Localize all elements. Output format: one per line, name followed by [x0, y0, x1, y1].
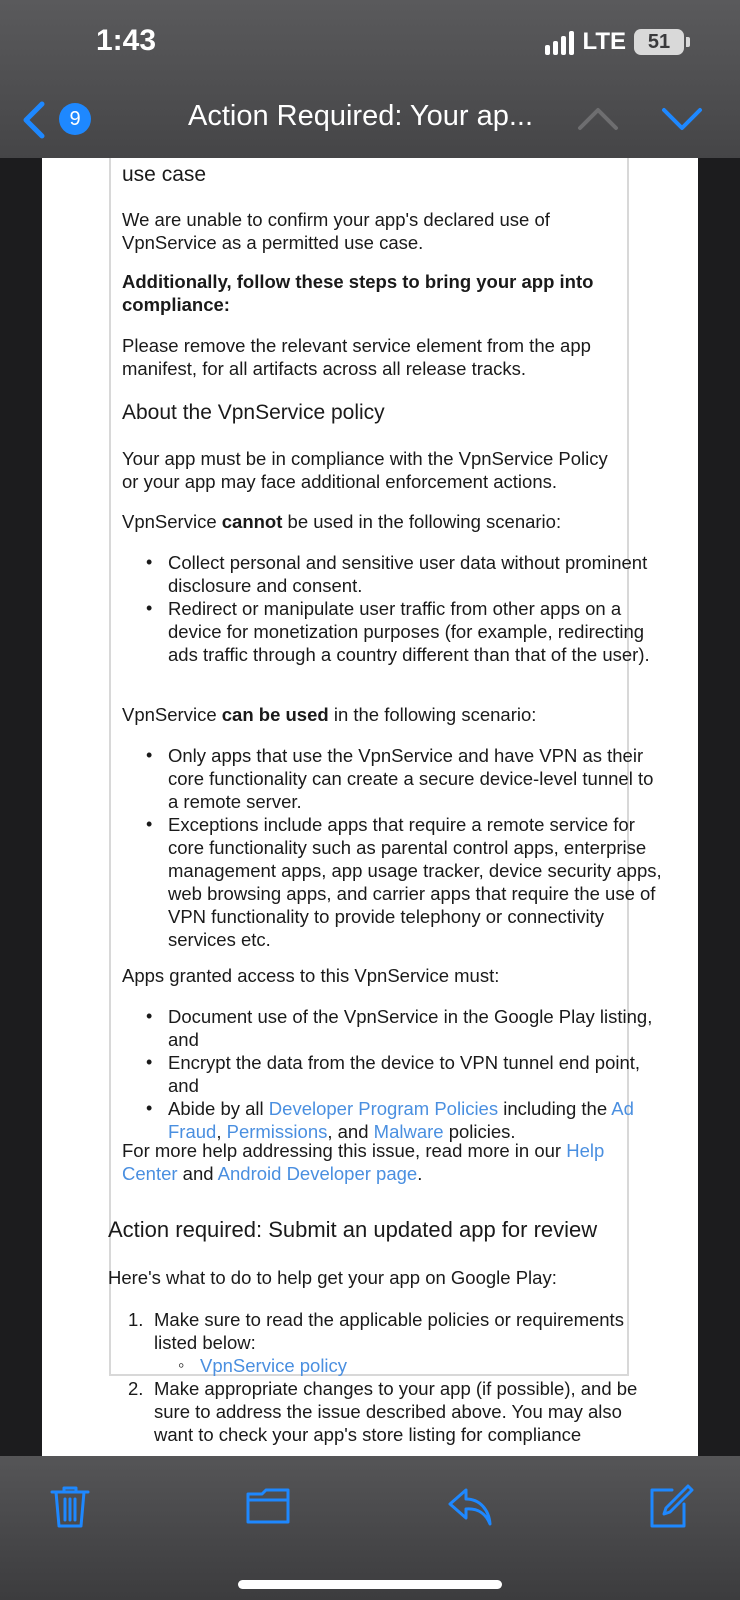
action-intro: Here's what to do to help get your app on Google Play: [108, 1267, 557, 1288]
vpnservice-policy-link[interactable]: VpnService policy [200, 1355, 348, 1376]
android-developer-page-link[interactable]: Android Developer page [217, 1163, 418, 1184]
unread-badge[interactable]: 9 [59, 103, 91, 135]
step-1: 1. Make sure to read the applicable policies or requirements listed below: ◦ VpnService policy [154, 1308, 666, 1377]
additional-steps-heading: Additionally, follow these steps to bring your app into compliance: [122, 271, 594, 315]
developer-program-policies-link[interactable]: Developer Program Policies [268, 1098, 499, 1119]
compose-icon[interactable] [646, 1482, 694, 1530]
trash-icon[interactable] [46, 1482, 94, 1530]
must-list [168, 1005, 668, 1143]
list-item: • Document use of the VpnService in the Google Play listing, and [168, 1005, 668, 1051]
list-item: • Collect personal and sensitive user data without prominent disclosure and consent. [168, 551, 668, 597]
list-item: • Only apps that use the VpnService and have VPN as their core functionality can create a secure device-level tunnel to a remote server. [168, 744, 668, 813]
battery-icon [634, 29, 684, 55]
previous-message-icon [576, 104, 620, 134]
paragraph-remove-service: Please remove the relevant service element from the app manifest, for all artifacts across all release tracks. [122, 335, 591, 379]
status-indicators [545, 28, 684, 56]
mail-toolbar [0, 1456, 740, 1600]
network-type: LTE [582, 28, 626, 55]
step-2: 2. Make appropriate changes to your app (if possible), and be sure to address the issue described above. You may also want to check your app's store listing for compliance [128, 1378, 638, 1445]
step-1-links [200, 1354, 666, 1377]
list-item-abide: • Abide by all Developer Program Policies including the Ad Fraud, Permissions, and Malware policies. [168, 1097, 668, 1143]
list-item: • Redirect or manipulate user traffic from other apps on a device for monetization purposes (for example, redirecting ads traffic through a country different than that of the user). [168, 597, 668, 666]
action-steps [128, 1308, 666, 1446]
ad-fraud-link[interactable]: Ad Fraud [168, 1098, 634, 1142]
home-indicator[interactable] [238, 1580, 502, 1589]
signal-icon [545, 29, 574, 55]
message-subject: Action Required: Your ap... [188, 100, 534, 132]
can-intro: VpnService can be used in the following scenario: [122, 704, 537, 725]
paragraph-declared-use: We are unable to confirm your app's declared use of VpnService as a permitted use case. [122, 209, 550, 253]
section-heading-end: use case [122, 163, 207, 186]
header [0, 0, 740, 158]
help-center-link[interactable]: Help Center [122, 1140, 605, 1184]
can-list [168, 744, 668, 951]
nav-bar [0, 92, 740, 148]
must-intro: Apps granted access to this VpnService must: [122, 965, 500, 986]
list-item: • Exceptions include apps that require a remote service for core functionality such as parental control apps, enterprise management apps, app usage tracker, device security apps, web browsing apps, and carrier apps that require the use of VPN functionality to provide telephony or connectivity services etc. [168, 813, 668, 951]
action-required-heading: Action required: Submit an updated app for review [108, 1217, 598, 1242]
email-body [42, 158, 698, 1456]
about-policy-heading: About the VpnService policy [122, 401, 385, 424]
reply-icon[interactable] [446, 1482, 494, 1530]
cannot-intro: VpnService cannot be used in the following scenario: [122, 511, 562, 532]
permissions-link[interactable]: Permissions [226, 1121, 328, 1142]
battery-level: 51 [647, 30, 671, 53]
status-time: 1:43 [96, 24, 157, 57]
next-message-icon[interactable] [660, 104, 704, 134]
help-paragraph: For more help addressing this issue, read more in our Help Center and Android Developer page. [122, 1140, 605, 1184]
list-item: • Encrypt the data from the device to VPN tunnel end point, and [168, 1051, 668, 1097]
cannot-list [168, 551, 668, 666]
back-chevron-icon[interactable] [20, 100, 50, 140]
malware-link[interactable]: Malware [373, 1121, 444, 1142]
paragraph-compliance: Your app must be in compliance with the VpnService Policy or your app may face additional enforcement actions. [122, 448, 608, 492]
folder-icon[interactable] [244, 1482, 292, 1530]
